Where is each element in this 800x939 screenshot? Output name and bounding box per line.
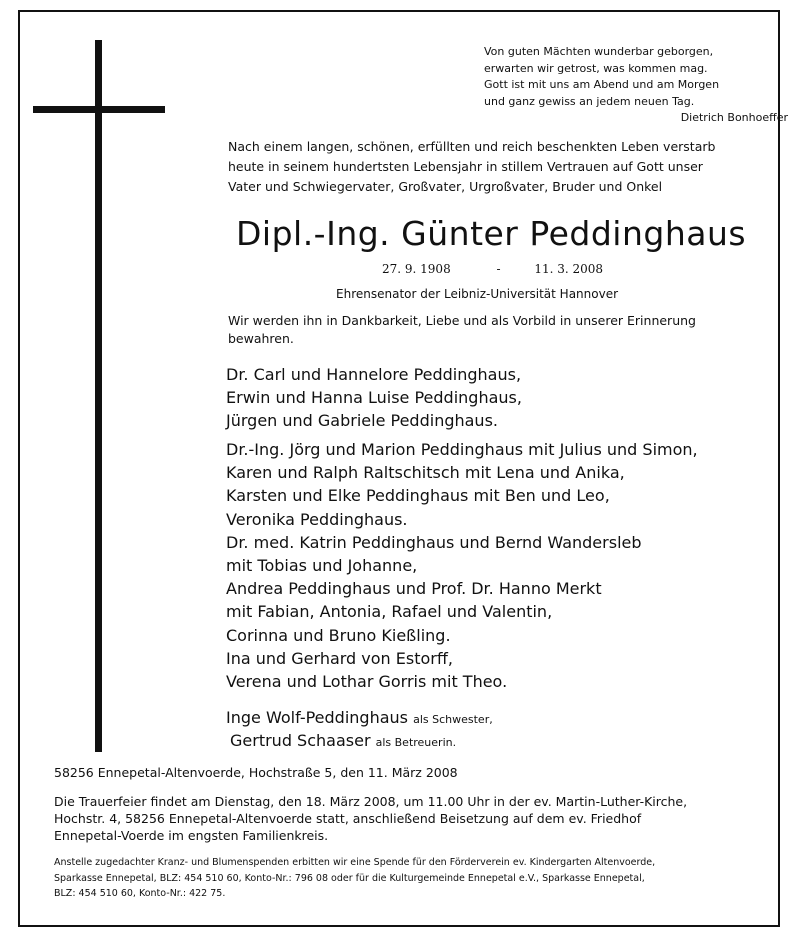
gratitude-line: bewahren. <box>228 331 294 346</box>
quote-line: und ganz gewiss an jedem neuen Tag. <box>484 94 695 108</box>
date-separator: - <box>496 262 501 276</box>
intro-text <box>228 137 715 197</box>
service-line: Ennepetal-Voerde im engsten Familienkreis. <box>54 828 329 843</box>
donation-line: BLZ: 454 510 60, Konto-Nr.: 422 75. <box>54 888 226 899</box>
children-list <box>226 363 522 433</box>
gratitude-text <box>228 312 696 348</box>
mourner-line: mit Tobias und Johanne, <box>226 556 418 576</box>
birth-date: 27. 9. 1908 <box>382 262 451 276</box>
mourner-line: Veronika Peddinghaus. <box>226 509 408 529</box>
cross-vertical-bar <box>95 40 102 752</box>
bonhoeffer-quote <box>484 44 788 124</box>
relative-name: Gertrud Schaaser <box>230 731 371 750</box>
mourner-line: Ina und Gerhard von Estorff, <box>226 648 453 668</box>
deceased-name: Dipl.-Ing. Günter Peddinghaus <box>236 214 747 253</box>
relative-role: als Schwester, <box>413 713 493 726</box>
mourner-line: Corinna und Bruno Kießling. <box>226 625 451 645</box>
mourner-line: Dr. Carl und Hannelore Peddinghaus, <box>226 365 522 384</box>
intro-line: Nach einem langen, schönen, erfüllten und reich beschenkten Leben verstarb <box>228 139 716 154</box>
honorary-title: Ehrensenator der Leibniz-Universität Hannover <box>336 287 619 301</box>
mourner-line: mit Fabian, Antonia, Rafael und Valentin, <box>226 602 553 622</box>
intro-line: heute in seinem hundertsten Lebensjahr in stillem Vertrauen auf Gott unser <box>228 159 703 174</box>
grandchildren-list <box>226 438 698 693</box>
quote-author: Dietrich Bonhoeffer <box>680 111 788 124</box>
sister-line <box>226 708 493 727</box>
cross-horizontal-bar <box>33 106 165 113</box>
intro-line: Vater und Schwiegervater, Großvater, Urgroßvater, Bruder und Onkel <box>228 179 663 194</box>
donation-line: Sparkasse Ennepetal, BLZ: 454 510 60, Konto-Nr.: 796 08 oder für die Kulturgemeinde Ennepetal e.V., Sparkasse Ennepetal, <box>54 872 645 884</box>
quote-line: erwarten wir getrost, was kommen mag. <box>484 61 708 75</box>
mourner-line: Dr. med. Katrin Peddinghaus und Bernd Wandersleb <box>226 532 642 552</box>
service-line: Hochstr. 4, 58256 Ennepetal-Altenvoerde statt, anschließend Beisetzung auf dem ev. Friedhof <box>54 811 642 826</box>
mourner-line: Andrea Peddinghaus und Prof. Dr. Hanno Merkt <box>226 579 602 599</box>
mourner-line: Jürgen und Gabriele Peddinghaus. <box>226 411 498 431</box>
mourner-line: Verena und Lothar Gorris mit Theo. <box>226 672 508 692</box>
location-date: 58256 Ennepetal-Altenvoerde, Hochstraße 5, den 11. März 2008 <box>54 765 458 780</box>
life-dates <box>382 262 603 276</box>
mourner-line: Karen und Ralph Raltschitsch mit Lena und Anika, <box>226 463 625 483</box>
service-line: Die Trauerfeier findet am Dienstag, den 18. März 2008, um 11.00 Uhr in der ev. Martin-Luther-Kirche, <box>54 794 688 809</box>
relative-name: Inge Wolf-Peddinghaus <box>226 708 408 727</box>
quote-line: Von guten Mächten wunderbar geborgen, <box>484 45 714 58</box>
death-date: 11. 3. 2008 <box>534 262 604 276</box>
mourner-line: Erwin und Hanna Luise Peddinghaus, <box>226 388 522 408</box>
donation-note <box>54 855 655 902</box>
quote-line: Gott ist mit uns am Abend und am Morgen <box>484 78 720 91</box>
mourner-line: Dr.-Ing. Jörg und Marion Peddinghaus mit Julius und Simon, <box>226 440 698 459</box>
relative-role: als Betreuerin. <box>375 736 457 749</box>
funeral-service-text <box>54 793 687 844</box>
gratitude-line: Wir werden ihn in Dankbarkeit, Liebe und als Vorbild in unserer Erinnerung <box>228 313 696 328</box>
mourner-line: Karsten und Elke Peddinghaus mit Ben und Leo, <box>226 486 610 506</box>
caretaker-line <box>230 731 456 750</box>
donation-line: Anstelle zugedachter Kranz- und Blumenspenden erbitten wir eine Spende für den Förderverein ev. Kindergarten Altenvoerde, <box>54 857 656 868</box>
